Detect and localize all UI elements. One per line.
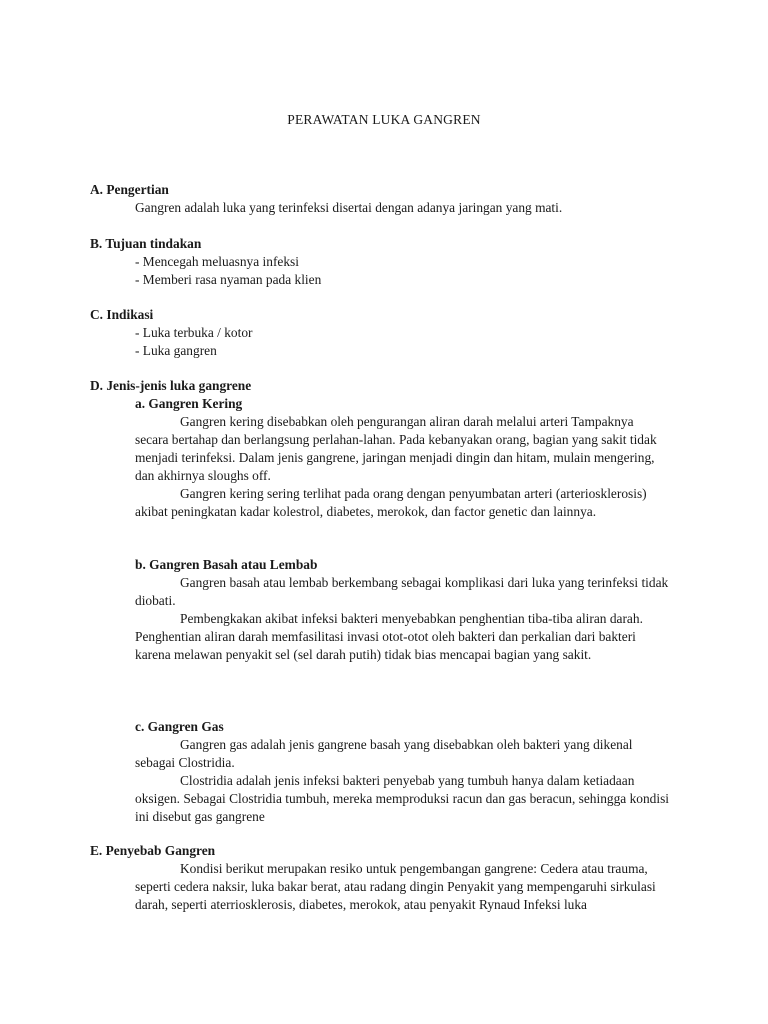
section-pengertian [90, 181, 670, 217]
section-tujuan [90, 235, 670, 289]
section-heading: B. Tujuan tindakan [90, 236, 202, 251]
section-heading: C. Indikasi [90, 307, 154, 322]
paragraph: Kondisi berikut merupakan resiko untuk pengembangan gangrene: Cedera atau trauma, seperti cedera naksir, luka bakar berat, atau radang dingin Penyakit yang mempengaruhi sirkulasi darah, seperti aterriosklerosis, diabetes, merokok, atau penyakit Rynaud Infeksi luka [135, 861, 656, 912]
list-item: - Mencegah meluasnya infeksi [135, 254, 299, 269]
subsection-body [90, 574, 670, 664]
list-item: - Luka gangren [135, 343, 217, 358]
section-text: Gangren adalah luka yang terinfeksi disertai dengan adanya jaringan yang mati. [135, 200, 563, 215]
list-item: - Memberi rasa nyaman pada klien [135, 272, 322, 287]
subsection-body [90, 736, 670, 826]
list-item: - Luka terbuka / kotor [135, 325, 253, 340]
paragraph: Clostridia adalah jenis infeksi bakteri penyebab yang tumbuh hanya dalam ketiadaan oksigen. Sebagai Clostridia tumbuh, mereka memproduksi racun dan gas beracun, sehingga kondisi ini disebut gas gangrene [135, 773, 670, 824]
paragraph: Gangren gas adalah jenis gangrene basah yang disebabkan oleh bakteri yang dikenal sebagai Clostridia. [135, 737, 633, 770]
section-heading: E. Penyebab Gangren [90, 843, 216, 858]
subsection-heading: b. Gangren Basah atau Lembab [135, 557, 318, 572]
section-jenis [90, 377, 670, 521]
paragraph: Gangren kering disebabkan oleh pengurangan aliran darah melalui arteri Tampaknya secara bertahap dan berlangsung perlahan-lahan. Pada kebanyakan orang, bagian yang sakit tidak menjadi terinfeksi. Dalam jenis gangrene, jaringan menjadi dingin dan hitam, mulain mengering, dan akhirnya sloughs off. [135, 414, 657, 483]
section-gangren-gas [90, 718, 670, 826]
subsection-heading: a. Gangren Kering [135, 396, 243, 411]
document-title: PERAWATAN LUKA GANGREN [287, 112, 481, 127]
paragraph: Gangren basah atau lembab berkembang sebagai komplikasi dari luka yang terinfeksi tidak diobati. [135, 575, 669, 608]
paragraph: Penghentian aliran darah memfasilitasi invasi otot-otot oleh bakteri dan perkalian dari bakteri karena melawan penyakit sel (sel darah putih) tidak bias mencapai bagian yang sakit. [135, 629, 636, 662]
subsection-body [90, 860, 670, 914]
section-penyebab [90, 842, 670, 914]
section-heading: A. Pengertian [90, 182, 169, 197]
section-indikasi [90, 306, 670, 360]
subsection-body [90, 413, 670, 521]
paragraph: Pembengkakan akibat infeksi bakteri menyebabkan penghentian tiba-tiba aliran darah. [180, 611, 643, 626]
paragraph: Gangren kering sering terlihat pada orang dengan penyumbatan arteri (arteriosklerosis) akibat peningkatan kadar kolestrol, diabetes, merokok, dan factor genetic dan lainnya. [135, 486, 647, 519]
subsection-heading: c. Gangren Gas [135, 719, 224, 734]
section-gangren-basah [90, 556, 670, 664]
section-heading: D. Jenis-jenis luka gangrene [90, 378, 252, 393]
